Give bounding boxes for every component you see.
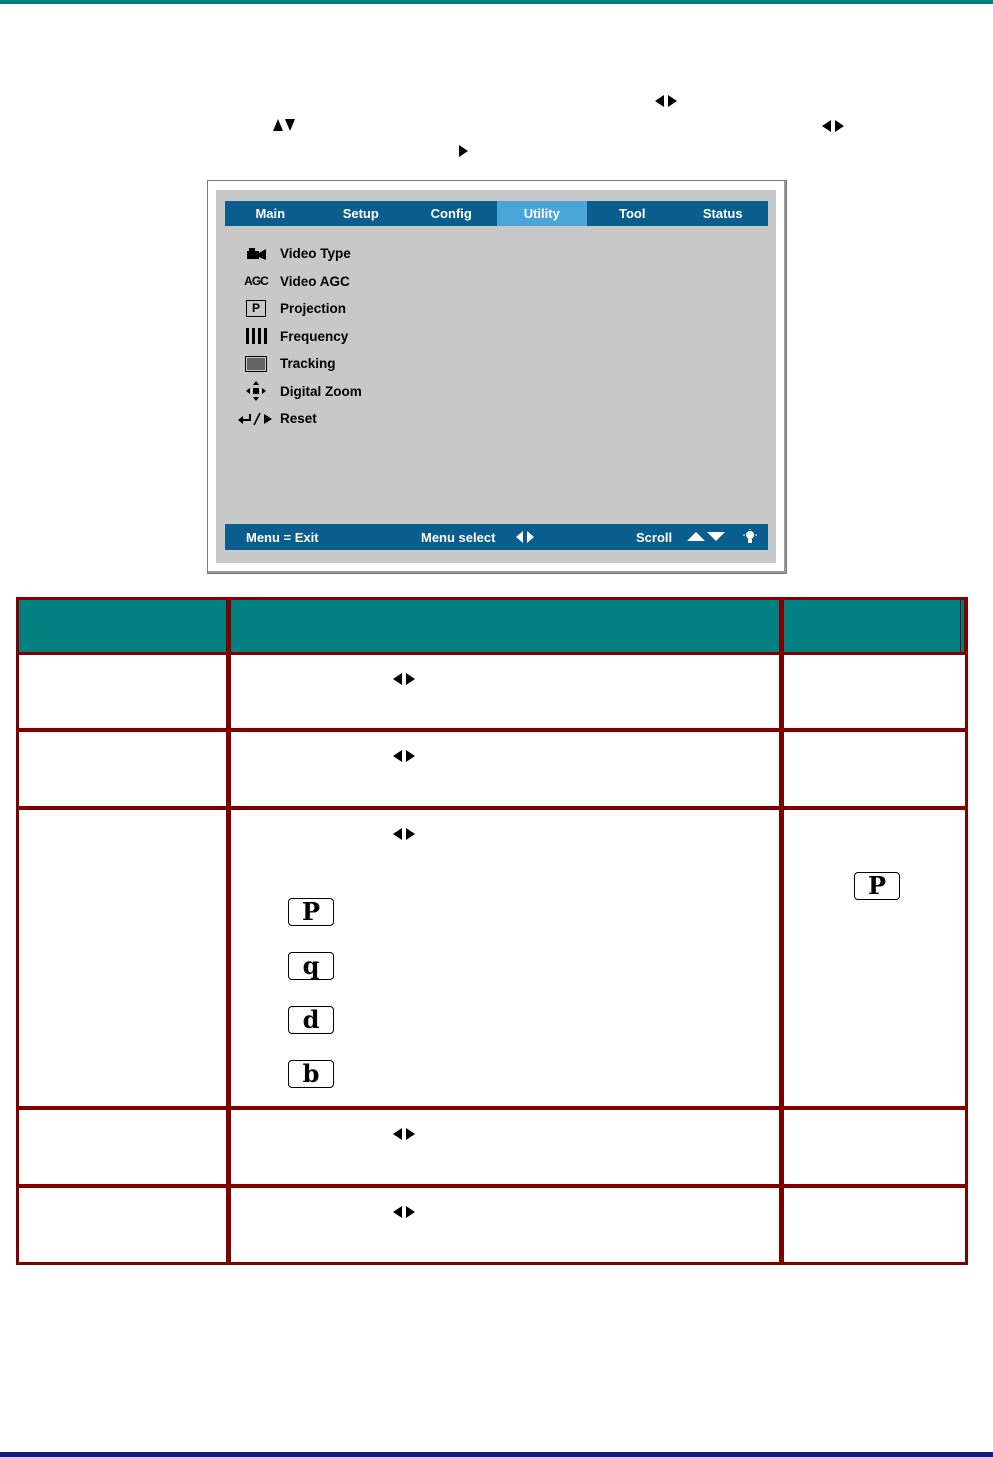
table-header-cell (19, 600, 226, 652)
table-row (784, 810, 965, 1106)
left-right-arrows-icon (393, 828, 415, 840)
tab-tool[interactable]: Tool (619, 206, 646, 221)
table-row (231, 810, 779, 1106)
table-row (784, 1110, 965, 1184)
reset-icon (236, 409, 276, 429)
table-row (19, 655, 226, 728)
camcorder-icon (236, 244, 276, 264)
table-row (231, 1110, 779, 1184)
footer-rule (0, 1452, 993, 1457)
table-row (19, 1110, 226, 1184)
projection-rear-icon: q (288, 952, 334, 980)
table-row (19, 1188, 226, 1262)
osd-tab-bar (225, 201, 768, 226)
left-right-arrows-icon (393, 673, 415, 685)
tab-setup[interactable]: Setup (342, 206, 379, 221)
menu-exit-hint: Menu = Exit (246, 530, 319, 545)
left-right-arrows-icon (393, 1128, 415, 1140)
tab-utility[interactable]: Utility (497, 201, 588, 226)
osd-footer-bar (225, 524, 768, 550)
tab-status[interactable]: Status (702, 206, 743, 221)
osd-menu-list (236, 240, 362, 433)
table-row (784, 1188, 965, 1262)
table-header-cell (231, 600, 779, 652)
projection-front-icon: P (288, 898, 334, 926)
left-right-arrows-icon (822, 120, 844, 132)
move-icon (236, 381, 276, 401)
table-row (19, 810, 226, 1106)
menu-item-frequency[interactable]: Frequency (236, 323, 362, 351)
menu-item-video-agc[interactable]: AGC Video AGC (236, 268, 362, 296)
table-row (231, 732, 779, 806)
projection-icon: P (236, 299, 276, 319)
projection-ceiling-icon: d (288, 1006, 334, 1034)
right-arrow-icon (459, 145, 468, 157)
menu-item-reset[interactable]: Reset (236, 405, 362, 433)
frequency-icon (236, 326, 276, 346)
up-down-arrows-icon (687, 532, 725, 541)
agc-icon: AGC (244, 274, 268, 289)
settings-table (16, 597, 968, 1265)
table-row (784, 655, 965, 728)
lightbulb-icon (743, 529, 757, 548)
menu-item-tracking[interactable]: Tracking (236, 350, 362, 378)
osd-menu (216, 190, 776, 563)
projection-rear-ceiling-icon: b (288, 1060, 334, 1088)
tracking-icon (236, 354, 276, 374)
up-down-arrows-icon (273, 119, 295, 131)
table-row (231, 655, 779, 728)
left-right-arrows-icon (393, 750, 415, 762)
scroll-hint: Scroll (636, 530, 673, 545)
menu-select-hint: Menu select (421, 530, 496, 545)
header-rule (0, 0, 993, 4)
left-right-arrows-icon (516, 531, 534, 543)
table-header-cell (784, 600, 960, 652)
left-right-arrows-icon (393, 1206, 415, 1218)
table-row (231, 1188, 779, 1262)
tab-config[interactable]: Config (430, 206, 472, 221)
menu-item-video-type[interactable]: Video Type (236, 240, 362, 268)
table-row (784, 732, 965, 806)
left-right-arrows-icon (655, 95, 677, 107)
table-row (19, 732, 226, 806)
menu-item-digital-zoom[interactable]: Digital Zoom (236, 378, 362, 406)
tab-main[interactable]: Main (255, 206, 286, 221)
menu-item-projection[interactable]: P Projection (236, 295, 362, 323)
projection-default-icon: P (854, 872, 900, 900)
